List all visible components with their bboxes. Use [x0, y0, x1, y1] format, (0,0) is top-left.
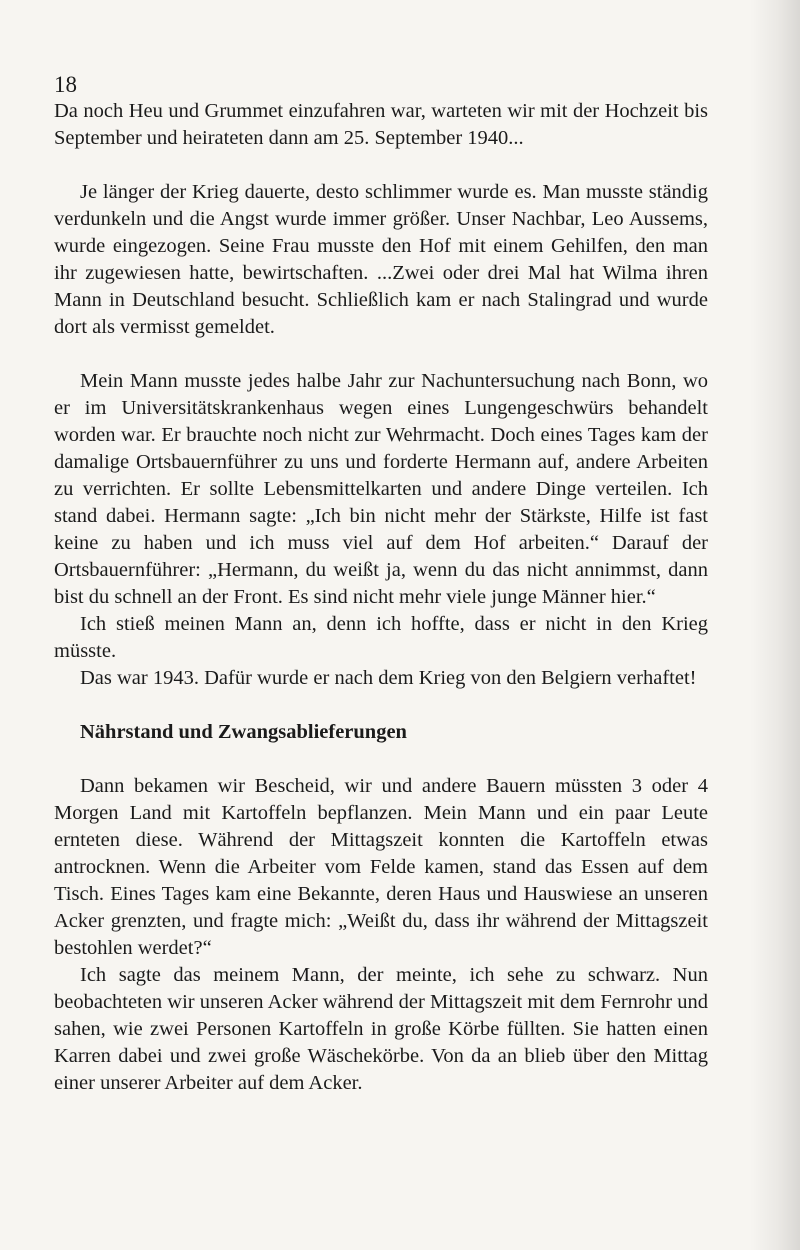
paragraph-telescope: Ich sagte das meinem Mann, der meinte, ich sehe zu schwarz. Nun beobachteten wir unseren Acker während der Mittagszeit mit dem Fernrohr und sahen, wie zwei Personen Kartoffeln in große Körbe füllten. Sie hatten einen Karren dabei und zwei große Wäschekörbe. Von da an blieb über den Mittag einer unserer Arbeiter auf dem Acker. [54, 964, 708, 1094]
page-edge-shadow [750, 0, 800, 1250]
text-column [54, 98, 708, 1097]
paragraph-gap [54, 152, 708, 179]
paragraph-gap [54, 341, 708, 368]
paragraph-nudge: Ich stieß meinen Mann an, denn ich hoffte, dass er nicht in den Krieg müsste. [54, 613, 708, 662]
paragraph-gap [54, 746, 708, 773]
paragraph-wedding: Da noch Heu und Grummet einzufahren war, warteten wir mit der Hochzeit bis September und heirateten dann am 25. September 1940... [54, 100, 708, 149]
paragraph-gap [54, 692, 708, 719]
paragraph-1943: Das war 1943. Dafür wurde er nach dem Krieg von den Belgiern verhaftet! [80, 667, 697, 689]
paragraph-war: Je länger der Krieg dauerte, desto schlimmer wurde es. Man musste ständig verdunkeln und die Angst wurde immer größer. Unser Nachbar, Leo Aussems, wurde eingezogen. Seine Frau musste den Hof mit einem Gehilfen, den man ihr zugewiesen hatte, bewirtschaften. ...Zwei oder drei Mal hat Wilma ihren Mann in Deutschland besucht. Schließlich kam er nach Stalingrad und wurde dort als vermisst gemeldet. [54, 181, 708, 338]
paragraph-bonn: Mein Mann musste jedes halbe Jahr zur Nachuntersuchung nach Bonn, wo er im Universitätskrankenhaus wegen eines Lungengeschwürs behandelt worden war. Er brauchte noch nicht zur Wehrmacht. Doch eines Tages kam der damalige Ortsbauernführer zu uns und forderte Hermann auf, andere Arbeiten zu verrichten. Er sollte Lebensmittelkarten und andere Dinge verteilen. Ich stand dabei. Hermann sagte: „Ich bin nicht mehr der Stärkste, Hilfe ist fast keine zu haben und ich muss viel auf dem Hof arbeiten.“ Darauf der Ortsbauernführer: „Hermann, du weißt ja, wenn du das nicht annimmst, dann bist du schnell an der Front. Es sind nicht mehr viele junge Männer hier.“ [54, 370, 708, 608]
section-heading: Nährstand und Zwangsablieferungen [80, 721, 407, 743]
paragraph-potatoes: Dann bekamen wir Bescheid, wir und andere Bauern müssten 3 oder 4 Morgen Land mit Kartoffeln bepflanzen. Mein Mann und ein paar Leute ernteten diese. Während der Mittagszeit konnten die Kartoffeln etwas antrocknen. Wenn die Arbeiter vom Felde kamen, stand das Essen auf dem Tisch. Eines Tages kam eine Bekannte, deren Haus und Hauswiese an unseren Acker grenzten, und fragte mich: „Weißt du, dass ihr während der Mittagszeit bestohlen werdet?“ [54, 775, 708, 959]
page-number: 18 [54, 72, 77, 97]
